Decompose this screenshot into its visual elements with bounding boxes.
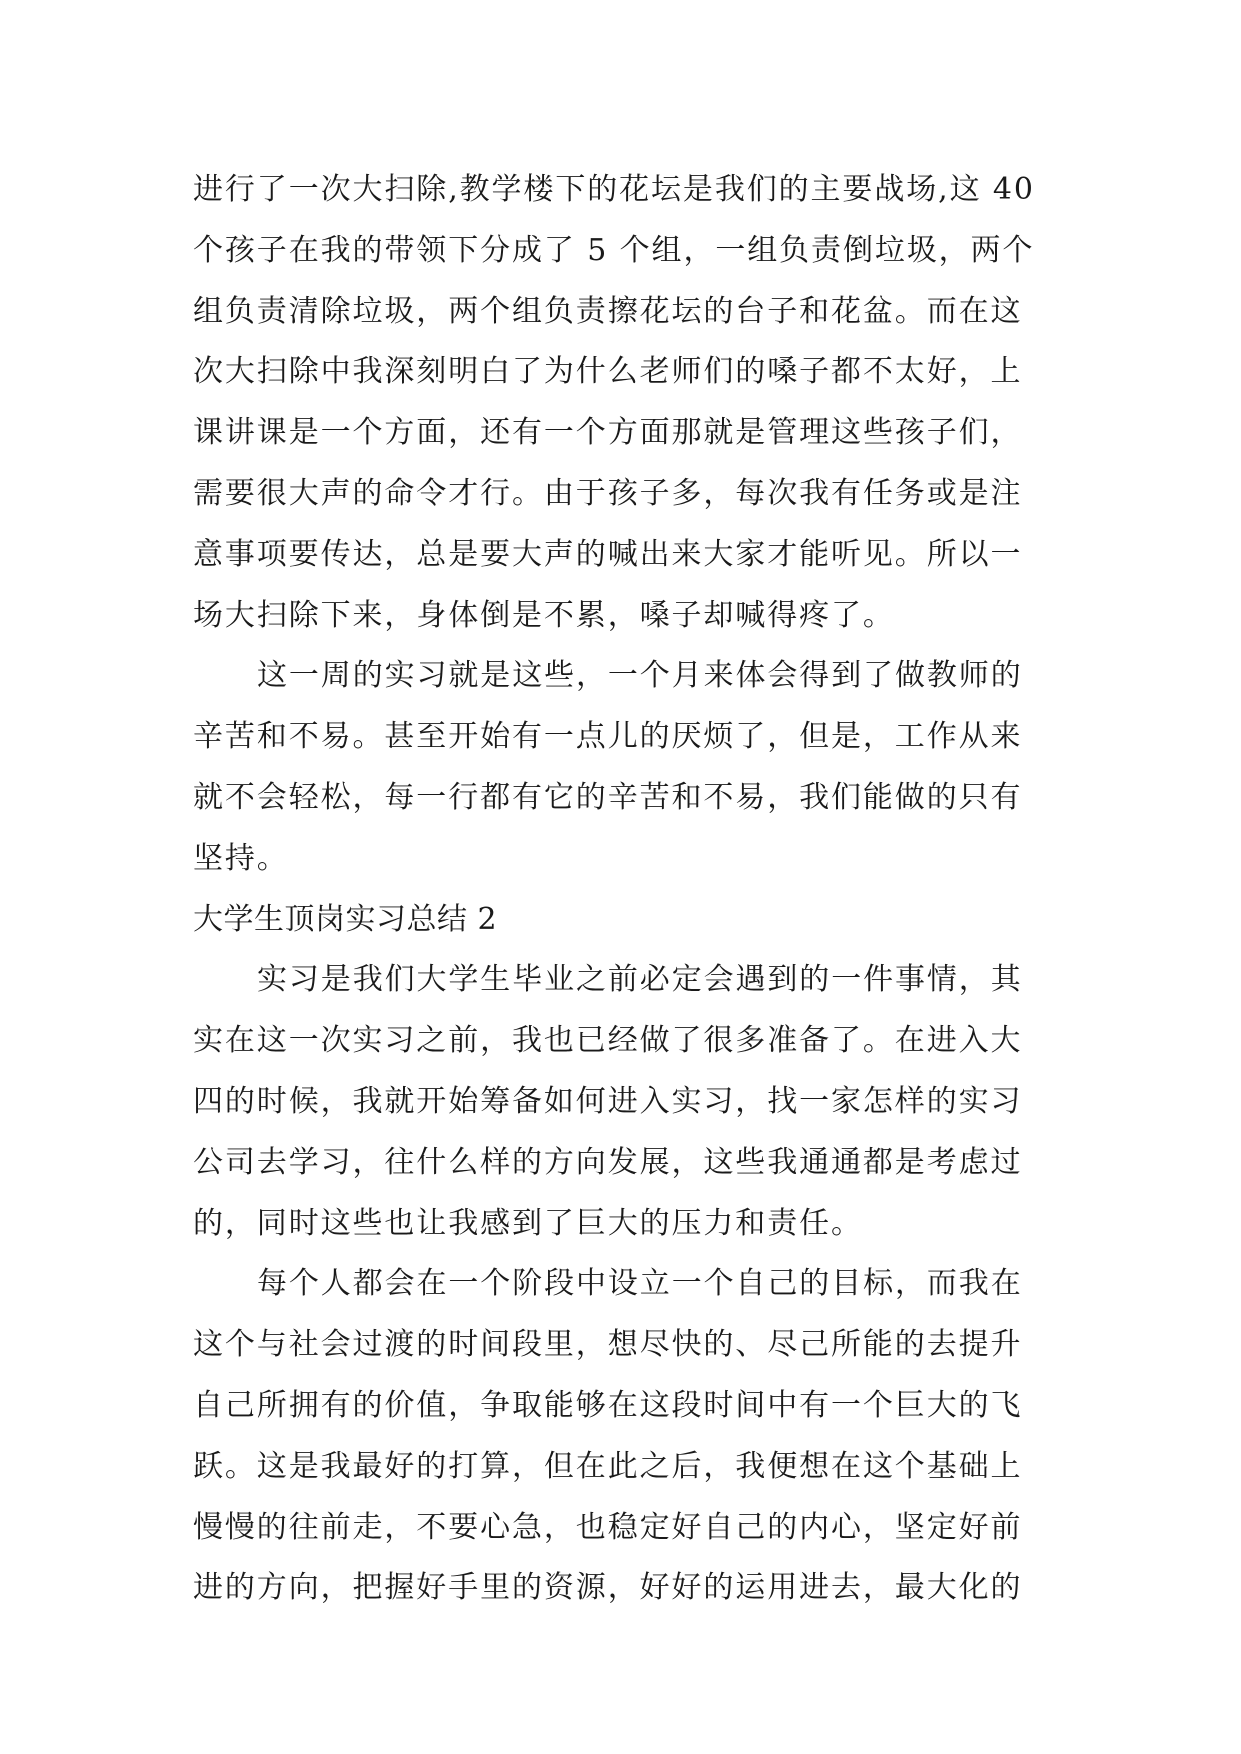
text-line: 跃。这是我最好的打算，但在此之后，我便想在这个基础上 [193,1448,1023,1484]
text-line: 这一周的实习就是这些，一个月来体会得到了做教师的 [257,658,1023,694]
text-line: 就不会轻松，每一行都有它的辛苦和不易，我们能做的只有 [193,779,1023,815]
text-line: 每个人都会在一个阶段中设立一个自己的目标，而我在 [257,1266,1023,1302]
text-line: 场大扫除下来，身体倒是不累，嗓子却喊得疼了。 [193,597,895,633]
text-line: 课讲课是一个方面，还有一个方面那就是管理这些孩子们， [193,415,1023,451]
text-line: 个孩子在我的带领下分成了 5 个组，一组负责倒垃圾，两个 [193,232,1035,268]
text-line: 的，同时这些也让我感到了巨大的压力和责任。 [193,1205,863,1241]
text-line: 四的时候，我就开始筹备如何进入实习，找一家怎样的实习 [193,1083,1023,1119]
text-line: 公司去学习，往什么样的方向发展，这些我通通都是考虑过 [193,1144,1023,1180]
document-body [193,160,1055,1619]
text-line: 实在这一次实习之前，我也已经做了很多准备了。在进入大 [193,1023,1023,1059]
text-line: 坚持。 [193,840,289,876]
text-line: 需要很大声的命令才行。由于孩子多，每次我有任务或是注 [193,475,1023,511]
text-line: 进行了一次大扫除,教学楼下的花坛是我们的主要战场,这 40 [193,172,1035,207]
text-line: 慢慢的往前走，不要心急，也稳定好自己的内心，坚定好前 [193,1509,1023,1545]
text-line: 组负责清除垃圾，两个组负责擦花坛的台子和花盆。而在这 [193,293,1023,329]
paragraph-internship-intro [193,950,1055,1254]
text-line: 辛苦和不易。甚至开始有一点儿的厌烦了，但是，工作从来 [193,719,1023,755]
text-line: 实习是我们大学生毕业之前必定会遇到的一件事情，其 [257,962,1023,998]
text-line: 进的方向，把握好手里的资源，好好的运用进去，最大化的 [193,1570,1023,1606]
paragraph-continuation [193,160,1055,646]
text-line: 次大扫除中我深刻明白了为什么老师们的嗓子都不太好，上 [193,354,1023,390]
text-line: 自己所拥有的价值，争取能够在这段时间中有一个巨大的飞 [193,1387,1023,1423]
section-heading: 大学生顶岗实习总结 2 [193,901,498,937]
text-line: 意事项要传达，总是要大声的喊出来大家才能听见。所以一 [193,536,1023,572]
text-line: 这个与社会过渡的时间段里，想尽快的、尽己所能的去提升 [193,1327,1023,1363]
paragraph-weekly-summary [193,646,1055,889]
paragraph-goals [193,1254,1055,1619]
